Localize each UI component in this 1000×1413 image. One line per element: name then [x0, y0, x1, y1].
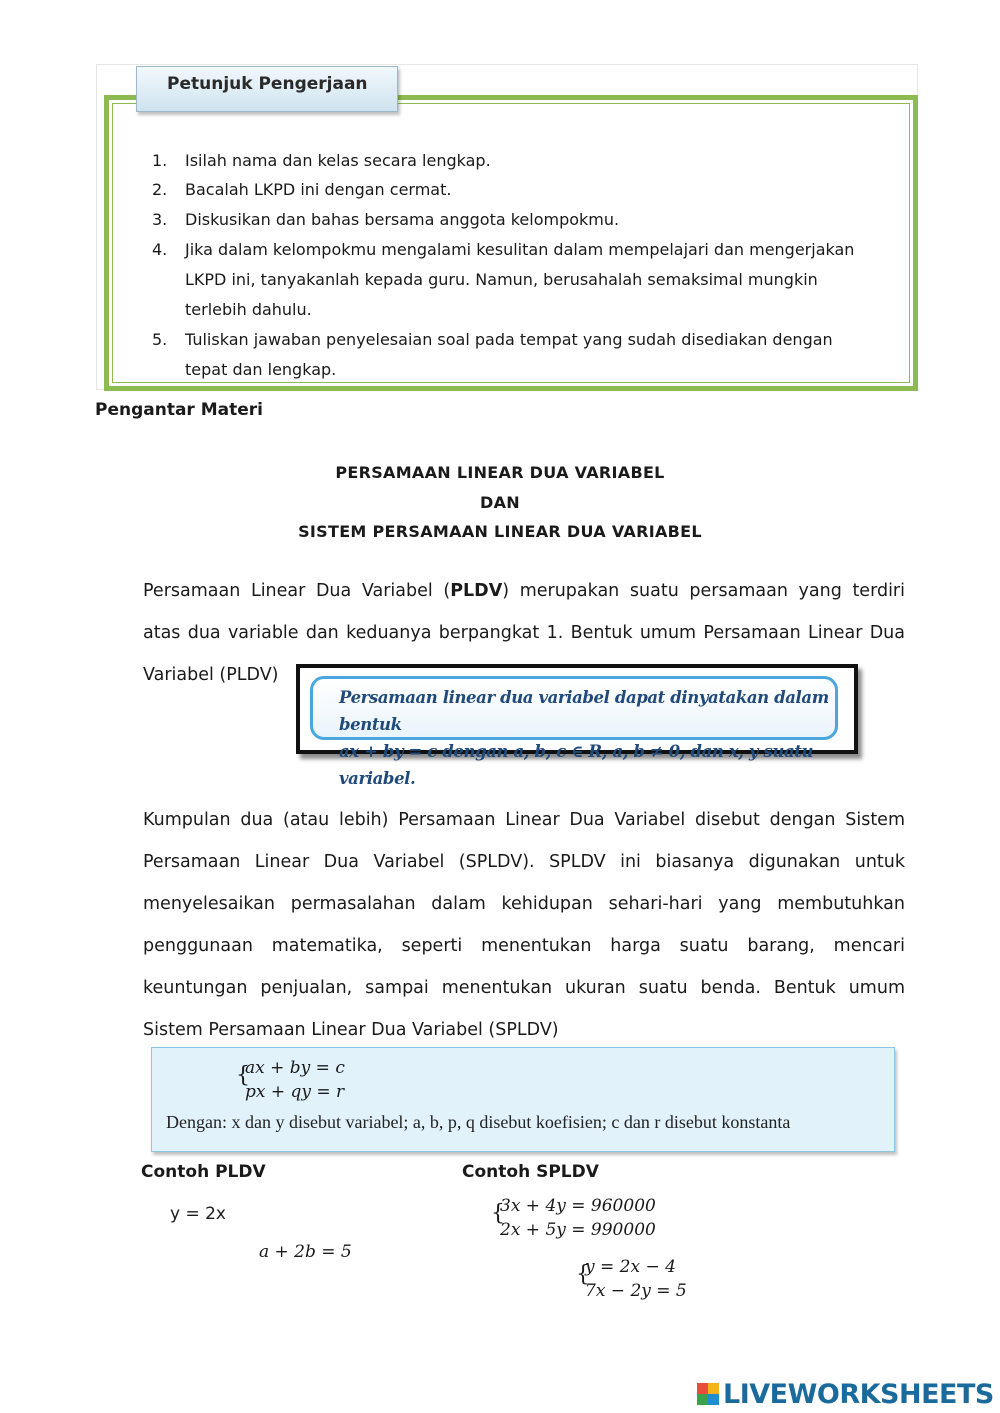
logo-square-green	[697, 1394, 708, 1405]
pldv-line-1: Persamaan Linear Dua Variabel (PLDV) merupakan suatu persamaan yang terdiri	[143, 581, 905, 601]
pldv-definition: Persamaan linear dua variabel dapat dinyatakan dalam bentuk ax + by = c dengan a, b, c ∈ R, a, b ≠ 0, dan x, y suatu variabel.	[310, 676, 838, 740]
brace-symbol: {	[576, 1262, 590, 1287]
spldv-general-form-box	[151, 1047, 895, 1152]
spldv-line-5: keuntungan penjualan, sampai menentukan ukuran suatu benda. Bentuk umum	[143, 978, 905, 998]
example-pldv-2: a + 2b = 5	[259, 1242, 352, 1262]
example-spldv-2: { y = 2x − 4 7x − 2y = 5	[576, 1257, 687, 1301]
pldv-definition-box	[296, 664, 858, 788]
instruction-item-4: 4. Jika dalam kelompokmu mengalami kesulitan dalam mempelajari dan mengerjakan LKPD ini, tanyakanlah kepada guru. Namun, berusahalah semaksimal mungkin terlebih dahulu.	[152, 240, 855, 319]
example-spldv-title: Contoh SPLDV	[462, 1162, 599, 1182]
liveworksheets-logo[interactable]	[697, 1378, 994, 1410]
page-title: PERSAMAAN LINEAR DUA VARIABEL DAN SISTEM PERSAMAAN LINEAR DUA VARIABEL	[298, 463, 702, 541]
logo-square-blue	[708, 1394, 719, 1405]
instruction-item-5: 5. Tuliskan jawaban penyelesaian soal pada tempat yang sudah disediakan dengan tepat dan lengkap.	[152, 330, 833, 379]
section-label-pengantar: Pengantar Materi	[95, 400, 263, 420]
logo-square-yellow	[708, 1383, 719, 1394]
instructions-title: Petunjuk Pengerjaan	[136, 66, 398, 112]
example-pldv-title: Contoh PLDV	[141, 1162, 266, 1182]
spldv-line-4: penggunaan matematika, seperti menentukan harga suatu barang, mencari	[143, 936, 905, 956]
spldv-paragraph	[143, 799, 905, 1051]
spldv-line-1: Kumpulan dua (atau lebih) Persamaan Linear Dua Variabel disebut dengan Sistem	[143, 810, 905, 830]
spldv-line-2: Persamaan Linear Dua Variabel (SPLDV). SPLDV ini biasanya digunakan untuk	[143, 852, 905, 872]
brace-symbol: {	[236, 1063, 250, 1088]
spldv-line-3: menyelesaikan permasalahan dalam kehidupan sehari-hari yang membutuhkan	[143, 894, 905, 914]
logo-square-red	[697, 1383, 708, 1394]
example-pldv-1: y = 2x	[170, 1204, 226, 1224]
liveworksheets-logo-text: LIVEWORKSHEETS	[723, 1378, 994, 1410]
pldv-line-3: Variabel (PLDV)	[143, 665, 279, 685]
liveworksheets-logo-icon	[697, 1383, 719, 1405]
brace-symbol: {	[491, 1201, 505, 1226]
spldv-general-form: { ax + by = c px + qy = r	[236, 1058, 345, 1102]
spldv-note: Dengan: x dan y disebut variabel; a, b, p, q disebut koefisien; c dan r disebut konstanta	[166, 1112, 791, 1132]
pldv-line-2: atas dua variable dan keduanya berpangkat 1. Bentuk umum Persamaan Linear Dua	[143, 623, 905, 643]
instruction-item-1: 1. Isilah nama dan kelas secara lengkap.	[152, 151, 491, 170]
example-spldv-1: { 3x + 4y = 960000 2x + 5y = 990000	[491, 1196, 656, 1240]
instructions-list	[152, 146, 882, 385]
instruction-item-2: 2. Bacalah LKPD ini dengan cermat.	[152, 180, 452, 199]
spldv-line-6: Sistem Persamaan Linear Dua Variabel (SPLDV)	[143, 1020, 559, 1040]
instruction-item-3: 3. Diskusikan dan bahas bersama anggota kelompokmu.	[152, 210, 620, 229]
